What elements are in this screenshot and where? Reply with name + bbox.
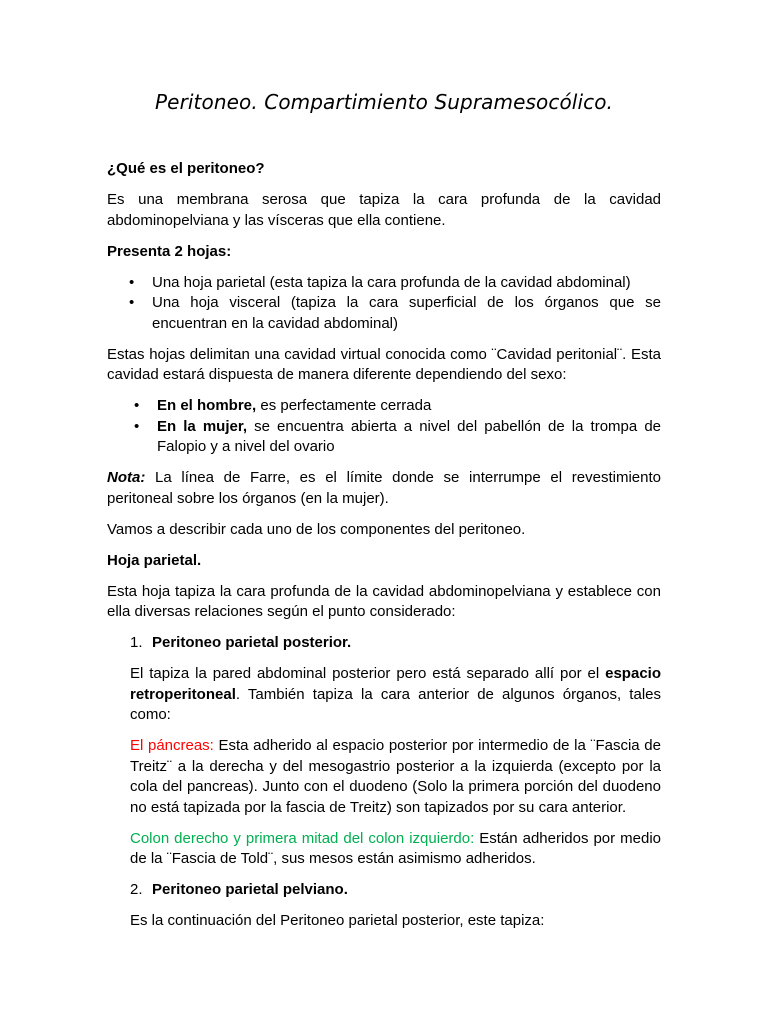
colon-label: Colon derecho y primera mitad del colon izquierdo: bbox=[130, 829, 475, 847]
intro-text-end: . También tapiza la cara anterior de algunos órganos, tales como: bbox=[130, 685, 661, 723]
sex-text-hombre: es perfectamente cerrada bbox=[256, 397, 432, 414]
list-item bbox=[107, 396, 661, 417]
intro-text: El tapiza la pared abdominal posterior pero está separado allí por el bbox=[130, 665, 606, 682]
section-1-number: 1. bbox=[130, 634, 143, 651]
section-2-title: Peritoneo parietal pelviano. bbox=[152, 881, 348, 898]
pancreas-label: El páncreas: bbox=[130, 737, 214, 754]
section-1-heading bbox=[107, 633, 661, 654]
hojas-heading: Presenta 2 hojas: bbox=[107, 242, 232, 260]
list-item: • Una hoja parietal (esta tapiza la cara profunda de la cavidad abdominal) bbox=[107, 273, 661, 294]
hoja-parietal-heading: Hoja parietal. bbox=[107, 551, 202, 569]
cavidad-paragraph: Estas hojas delimitan una cavidad virtual conocida como ¨Cavidad peritonial¨. Esta cavidad estará dispuesta de manera diferente dependiendo del sexo: bbox=[107, 345, 661, 383]
section-1-intro bbox=[107, 664, 661, 726]
list-item: • Una hoja visceral (tapiza la cara superficial de los órganos que se encuentran en la cavidad abdominal) bbox=[107, 293, 661, 334]
colon-text: Están adheridos por medio de la ¨Fascia de Told¨, sus mesos están asimismo adheridos. bbox=[130, 829, 661, 867]
nota-label: Nota: bbox=[107, 469, 146, 486]
section-2-heading bbox=[107, 880, 661, 901]
describir-paragraph: Vamos a describir cada uno de los componentes del peritoneo. bbox=[107, 520, 526, 538]
sex-label-mujer: En la mujer, bbox=[157, 417, 248, 435]
espacio-retroperitoneal: espacio retroperitoneal bbox=[130, 665, 661, 703]
section-2-intro: Es la continuación del Peritoneo parietal posterior, este tapiza: bbox=[130, 912, 545, 929]
question-heading: ¿Qué es el peritoneo? bbox=[107, 160, 265, 177]
document-title: Peritoneo. Compartimiento Supramesocólico. bbox=[155, 90, 613, 114]
sex-text-mujer: se encuentra abierta a nivel del pabellón de la trompa de Falopio y a nivel del ovario bbox=[157, 417, 662, 455]
hoja-parietal-paragraph: Esta hoja tapiza la cara profunda de la cavidad abdominopelviana y establece con ella diversas relaciones según el punto considerado: bbox=[107, 582, 661, 620]
definition-paragraph: Es una membrana serosa que tapiza la cara profunda de la cavidad abdominopelviana y las vísceras que ella contiene. bbox=[107, 191, 661, 229]
sex-label-hombre: En el hombre, bbox=[157, 397, 257, 414]
list-item bbox=[107, 417, 661, 458]
document-body bbox=[107, 159, 661, 942]
section-1-title: Peritoneo parietal posterior. bbox=[152, 634, 352, 651]
pancreas-paragraph bbox=[107, 736, 661, 818]
hojas-list bbox=[107, 273, 661, 335]
section-2-number: 2. bbox=[130, 881, 143, 898]
colon-paragraph bbox=[107, 829, 661, 870]
nota-text: La línea de Farre, es el límite donde se interrumpe el revestimiento peritoneal sobre los órganos (en la mujer). bbox=[107, 469, 661, 507]
pancreas-text: Esta adherido al espacio posterior por intermedio de la ¨Fascia de Treitz¨ a la derecha y del mesogastrio posterior a la izquierda (excepto por la cola del pancreas). Junto con el duodeno (Solo la primera porción del duodeno no está tapizada por la fascia de Treitz) son tapizados por su cara anterior. bbox=[130, 737, 661, 816]
nota-paragraph bbox=[107, 468, 661, 509]
sex-list bbox=[107, 396, 661, 458]
